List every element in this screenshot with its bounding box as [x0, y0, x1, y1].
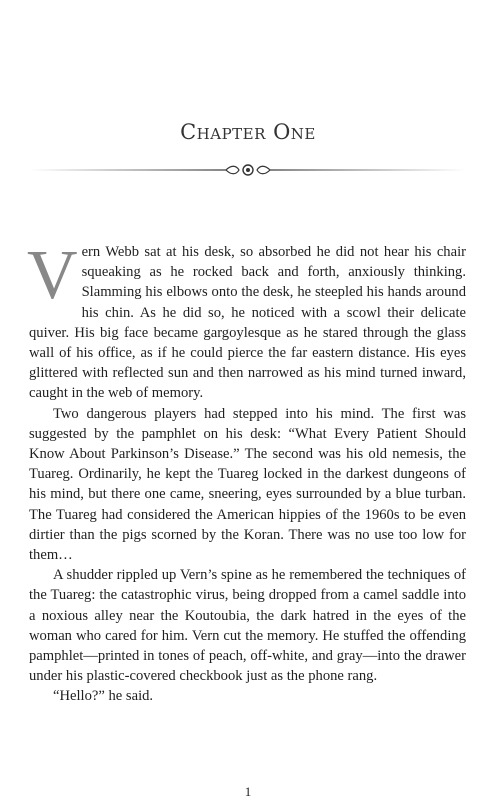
- chapter-body: [27, 237, 466, 707]
- paragraph-4: “Hello?” he said.: [53, 688, 154, 705]
- flourish-divider-icon: [30, 162, 466, 178]
- paragraph-1-text: ern Webb sat at his desk, so absorbed he did not hear his chair squeaking as he rocked back and forth, anxiously thinking. Slamming his elbows onto the desk, he steepled his hands around his chin. As he did so, he noticed with a scowl their delicate quiver. His big face became gargoylesque as he stared through the glass wall of his office, as if he could pierce the far eastern distance. His eyes glittered with reflected sun and then narrowed as his mind turned inward, caught in the web of memory.: [29, 244, 466, 402]
- drop-cap: V: [27, 237, 78, 314]
- paragraph-1: [27, 237, 466, 404]
- paragraph-2: Two dangerous players had stepped into his mind. The first was suggested by the pamphlet on his desk: “What Every Patient Should Know About Parkinson’s Disease.” The second was his old nemesis, the Tuareg. Ordinarily, he kept the Tuareg locked in the darkest dungeons of his mind, but there one came, sneering, eyes surrounded by a blue turban. The Tuareg had considered the American hippies of the 1960s to be even dirtier than the pigs scorned by the Koran. There was no use too low for them…: [29, 405, 466, 564]
- paragraph-3: A shudder rippled up Vern’s spine as he remembered the techniques of the Tuareg: the catastrophic virus, being dropped from a camel saddle into a noxious alley near the Koutoubia, the dark hatred in the eyes of the woman who cared for him. Vern cut the memory. He stuffed the offending pamphlet—printed in tones of peach, off-white, and gray—into the drawer under his plastic-covered checkbook just as the phone rang.: [29, 567, 466, 685]
- page-number: 1: [244, 784, 252, 799]
- chapter-title: Chapter One: [180, 120, 316, 144]
